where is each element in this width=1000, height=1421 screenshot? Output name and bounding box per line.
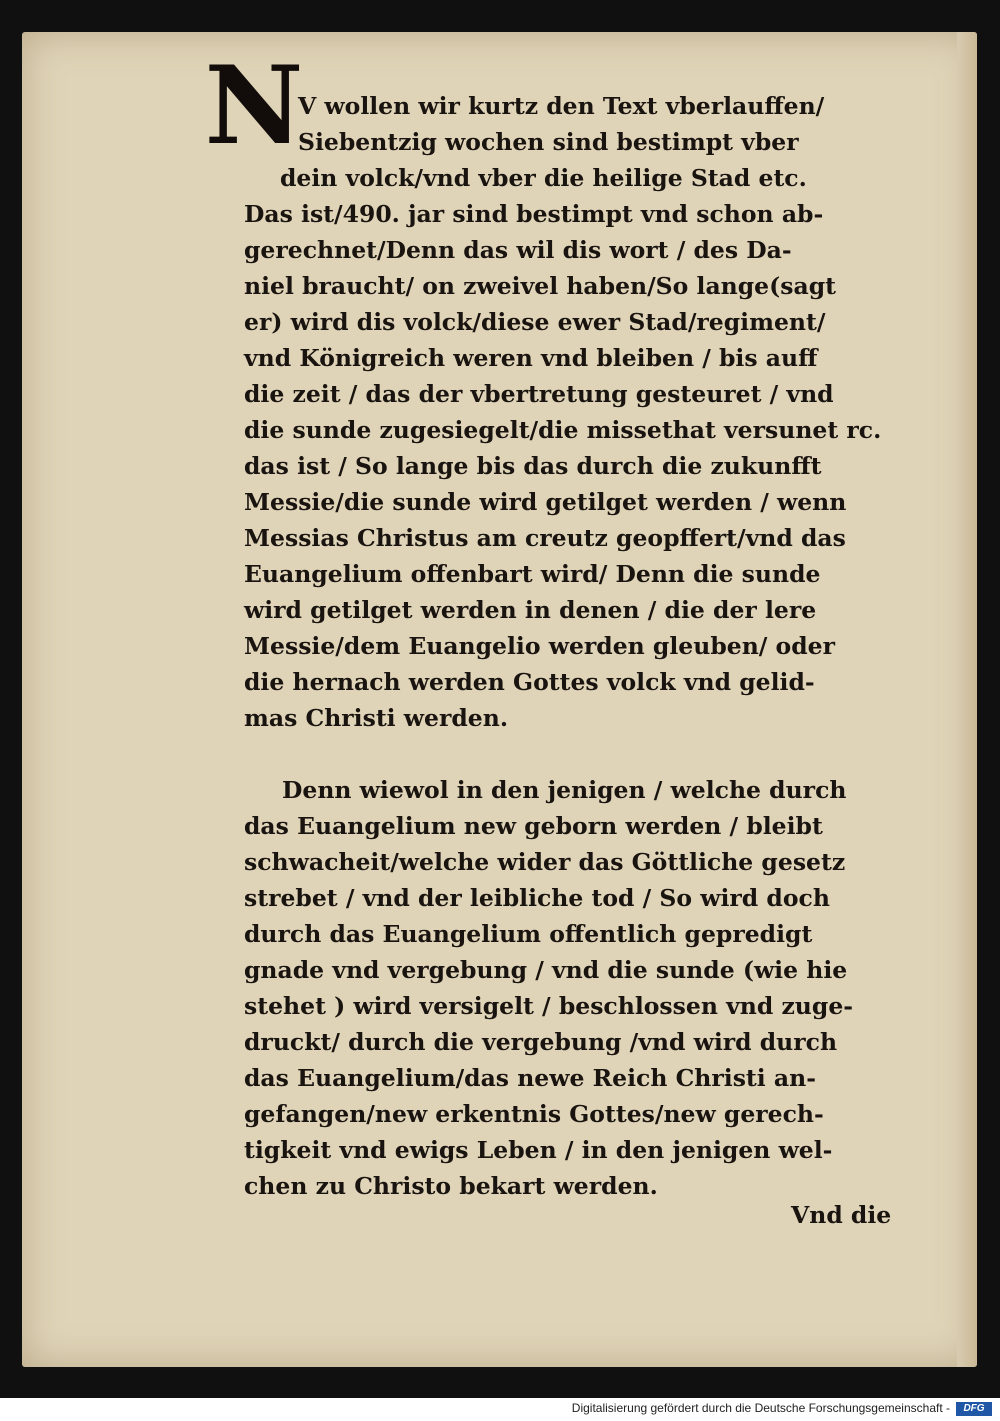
- text-line: V wollen wir kurtz den Text vberlauffen/: [298, 92, 825, 120]
- text-line: das Euangelium new geborn werden / bleibt: [244, 812, 823, 840]
- text-line: durch das Euangelium offentlich gepredigt: [244, 920, 813, 948]
- text-line: niel braucht/ on zweivel haben/So lange(sagt: [244, 272, 836, 300]
- text-line: dein volck/vnd vber die heilige Stad etc.: [280, 164, 807, 192]
- text-line: gefangen/new erkentnis Gottes/new gerech-: [244, 1100, 824, 1128]
- drop-initial: N: [204, 43, 304, 169]
- text-line: die hernach werden Gottes volck vnd gelid-: [244, 668, 815, 696]
- page-edge: [957, 32, 977, 1367]
- text-line: mas Christi werden.: [244, 704, 509, 732]
- text-line: Euangelium offenbart wird/ Denn die sunde: [244, 560, 821, 588]
- catchword: Vnd die: [791, 1201, 892, 1229]
- text-line: das Euangelium/das newe Reich Christi an-: [244, 1064, 816, 1092]
- text-line: Messie/dem Euangelio werden gleuben/ oder: [244, 632, 835, 660]
- text-line: die zeit / das der vbertretung gesteuret / vnd: [244, 380, 834, 408]
- text-line: er) wird dis volck/diese ewer Stad/regiment/: [244, 308, 826, 336]
- text-line: strebet / vnd der leibliche tod / So wird doch: [244, 884, 830, 912]
- funding-notice: Digitalisierung gefördert durch die Deutsche Forschungsgemeinschaft -: [571, 1401, 950, 1415]
- text-line: Siebentzig wochen sind bestimpt vber: [298, 128, 799, 156]
- text-line: druckt/ durch die vergebung /vnd wird durch: [244, 1028, 838, 1056]
- footer-bar: [0, 1398, 1000, 1421]
- text-line: das ist / So lange bis das durch die zukunfft: [244, 452, 822, 480]
- text-line: tigkeit vnd ewigs Leben / in den jenigen wel-: [244, 1136, 833, 1164]
- text-line: gerechnet/Denn das wil dis wort / des Da-: [244, 236, 792, 264]
- text-line: chen zu Christo bekart werden.: [244, 1172, 658, 1200]
- dfg-logo: DFG: [956, 1402, 992, 1416]
- text-line: wird getilget werden in denen / die der lere: [244, 596, 817, 624]
- text-line: Messie/die sunde wird getilget werden / wenn: [244, 488, 847, 516]
- text-line: Denn wiewol in den jenigen / welche durch: [282, 776, 847, 804]
- text-line: schwacheit/welche wider das Göttliche gesetz: [244, 848, 846, 876]
- text-line: Messias Christus am creutz geopffert/vnd das: [244, 524, 846, 552]
- text-line: stehet ) wird versigelt / beschlossen vnd zuge-: [244, 992, 854, 1020]
- text-line: die sunde zugesiegelt/die missethat versunet rc.: [244, 416, 882, 444]
- text-line: Das ist/490. jar sind bestimpt vnd schon ab-: [244, 200, 824, 228]
- text-line: vnd Königreich weren vnd bleiben / bis auff: [244, 344, 818, 372]
- text-line: gnade vnd vergebung / vnd die sunde (wie hie: [244, 956, 848, 984]
